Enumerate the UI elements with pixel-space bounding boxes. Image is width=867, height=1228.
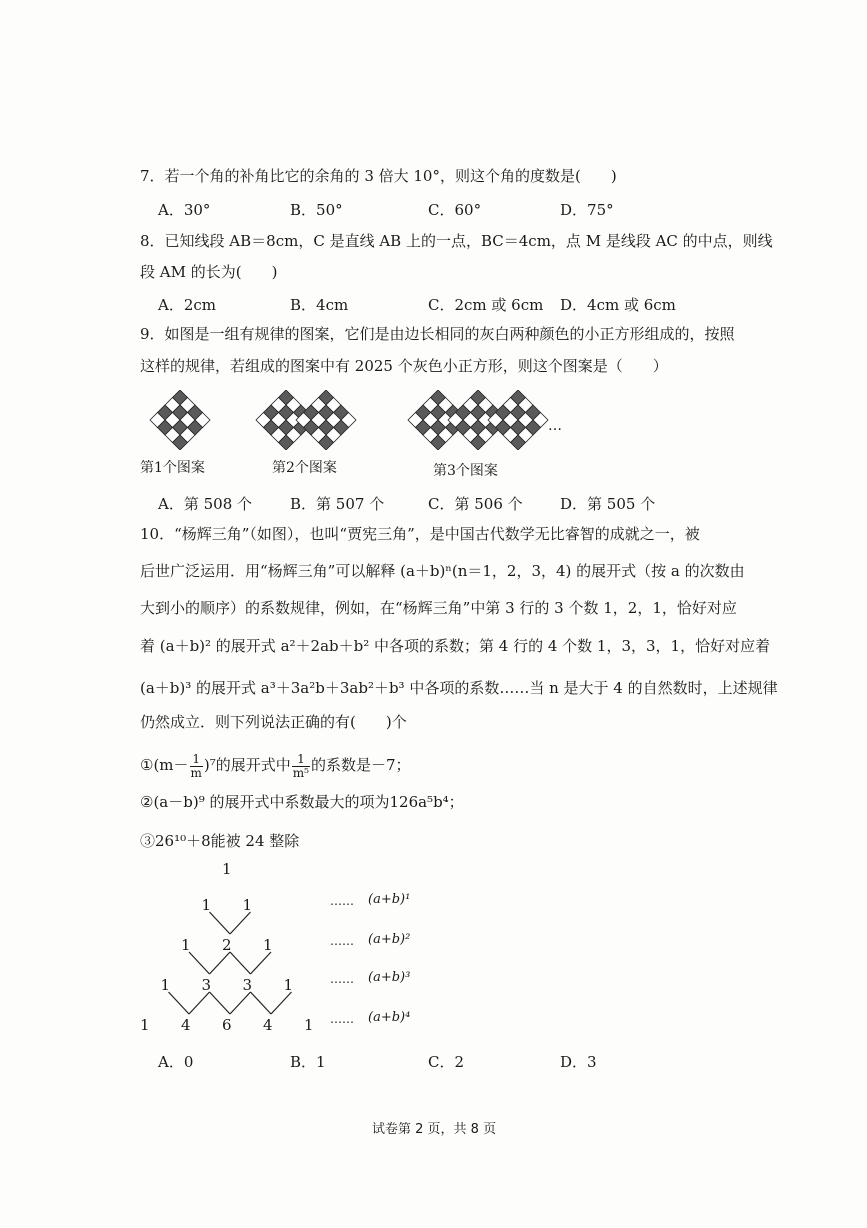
q9-option-b: B．第 507 个	[290, 495, 385, 513]
triangle-connector	[169, 992, 190, 1014]
pattern-1-figure	[140, 390, 220, 450]
triangle-connector	[251, 992, 272, 1014]
pattern-3-figure	[398, 390, 558, 450]
triangle-number: 1	[304, 1016, 314, 1034]
q9-stem-line1: 9．如图是一组有规律的图案，它们是由边长相同的灰白两种颜色的小正方形组成的，按照	[140, 325, 735, 343]
fraction-1-over-m5	[292, 753, 310, 780]
triangle-number: 4	[181, 1016, 191, 1034]
q10-line4: 着 (a＋b)² 的展开式 a²＋2ab＋b² 中各项的系数；第 4 行的 4 个数 1，3，3，1，恰好对应着	[140, 637, 771, 655]
triangle-number: 1	[263, 936, 273, 954]
q8-option-d: D．4cm 或 6cm	[560, 296, 676, 314]
triangle-row-dots: ……	[330, 972, 354, 986]
triangle-connector	[189, 952, 210, 974]
triangle-number: 3	[201, 976, 212, 994]
triangle-connector	[189, 992, 210, 1014]
pattern-2-figure	[246, 390, 366, 450]
triangle-number: 6	[222, 1016, 232, 1034]
q10-line3: 大到小的顺序）的系数规律，例如，在“杨辉三角”中第 3 行的 3 个数 1，2，1，恰好对应	[140, 599, 737, 617]
q8-option-a: A．2cm	[158, 296, 217, 314]
statement-1-part-c: 的系数是－7；	[311, 756, 411, 774]
triangle-row-dots: ……	[330, 894, 354, 908]
q9-option-c: C．第 506 个	[428, 495, 523, 513]
fraction-numerator: 1	[292, 753, 310, 767]
q7-stem: 7．若一个角的补角比它的余角的 3 倍大 10°，则这个角的度数是( )	[140, 167, 617, 185]
q9-option-d: D．第 505 个	[560, 495, 656, 513]
fraction-denominator: m⁵	[292, 765, 309, 780]
q9-stem-line2: 这样的规律，若组成的图案中有 2025 个灰色小正方形，则这个图案是（ ）	[140, 357, 668, 375]
pattern-1-caption: 第1个图案	[140, 460, 205, 476]
q10-line2: 后世广泛运用．用“杨辉三角”可以解释 (a＋b)ⁿ(n＝1，2，3，4) 的展开式（按 a 的次数由	[140, 562, 745, 580]
triangle-number: 3	[242, 976, 253, 994]
q10-line6: 仍然成立．则下列说法正确的有( )个	[140, 713, 407, 731]
triangle-number: 1	[222, 860, 232, 878]
q8-option-c: C．2cm 或 6cm	[428, 296, 544, 314]
triangle-number: 1	[160, 976, 171, 994]
q8-stem-line2: 段 AM 的长为( )	[140, 263, 278, 281]
triangle-row-dots: ……	[330, 934, 354, 948]
fraction-numerator: 1	[190, 753, 203, 767]
triangle-row-label: (a+b)¹	[368, 892, 411, 907]
q10-option-b: B．1	[290, 1053, 326, 1071]
triangle-connector	[210, 992, 231, 1014]
triangle-number: 4	[263, 1016, 273, 1034]
triangle-number: 1	[181, 936, 191, 954]
q7-option-d: D．75°	[560, 201, 614, 219]
triangle-number: 1	[201, 896, 212, 914]
triangle-connector	[251, 952, 272, 974]
triangle-number: 1	[140, 1016, 150, 1034]
statement-1-part-b: )⁷的展开式中	[203, 756, 291, 774]
statement-3: ③26¹⁰＋8能被 24 整除	[140, 832, 300, 850]
pattern-3-caption: 第3个图案	[433, 463, 498, 479]
pattern-ellipsis: …	[548, 418, 562, 434]
q10-line1: 10．“杨辉三角”（如图），也叫“贾宪三角”，是中国古代数学无比睿智的成就之一，被	[140, 525, 700, 543]
triangle-connector	[230, 912, 251, 934]
triangle-connector	[230, 952, 251, 974]
triangle-connector	[210, 952, 231, 974]
q10-option-c: C．2	[428, 1053, 465, 1071]
q7-option-b: B．50°	[290, 201, 343, 219]
triangle-number: 1	[283, 976, 294, 994]
fraction-1-over-m	[190, 753, 203, 780]
q7-option-a: A．30°	[158, 201, 211, 219]
pattern-2-caption: 第2个图案	[272, 460, 337, 476]
triangle-row-label: (a+b)⁴	[368, 1010, 411, 1025]
triangle-connector	[210, 912, 231, 934]
q7-option-c: C．60°	[428, 201, 482, 219]
q10-option-a: A．0	[158, 1053, 194, 1071]
q8-stem-line1: 8．已知线段 AB＝8cm，C 是直线 AB 上的一点，BC＝4cm，点 M 是线段 AC 的中点，则线	[140, 232, 773, 250]
triangle-row-label: (a+b)²	[368, 932, 411, 947]
page-footer: 试卷第 2 页，共 8 页	[372, 1122, 497, 1137]
triangle-row-dots: ……	[330, 1012, 354, 1026]
q10-line5: (a＋b)³ 的展开式 a³＋3a²b＋3ab²＋b³ 中各项的系数……当 n 是大于 4 的自然数时，上述规律	[140, 679, 778, 697]
statement-1	[140, 748, 411, 782]
statement-2: ②(a－b)⁹ 的展开式中系数最大的项为126a⁵b⁴；	[140, 793, 464, 811]
q9-option-a: A．第 508 个	[158, 495, 252, 513]
triangle-connector	[230, 992, 251, 1014]
fraction-denominator: m	[190, 765, 202, 780]
triangle-number: 2	[222, 936, 232, 954]
triangle-number: 1	[242, 896, 253, 914]
q8-option-b: B．4cm	[290, 296, 349, 314]
triangle-row-label: (a+b)³	[368, 970, 411, 985]
statement-1-part-a: ①(m－	[140, 756, 189, 774]
triangle-connector	[271, 992, 292, 1014]
q10-option-d: D．3	[560, 1053, 597, 1071]
